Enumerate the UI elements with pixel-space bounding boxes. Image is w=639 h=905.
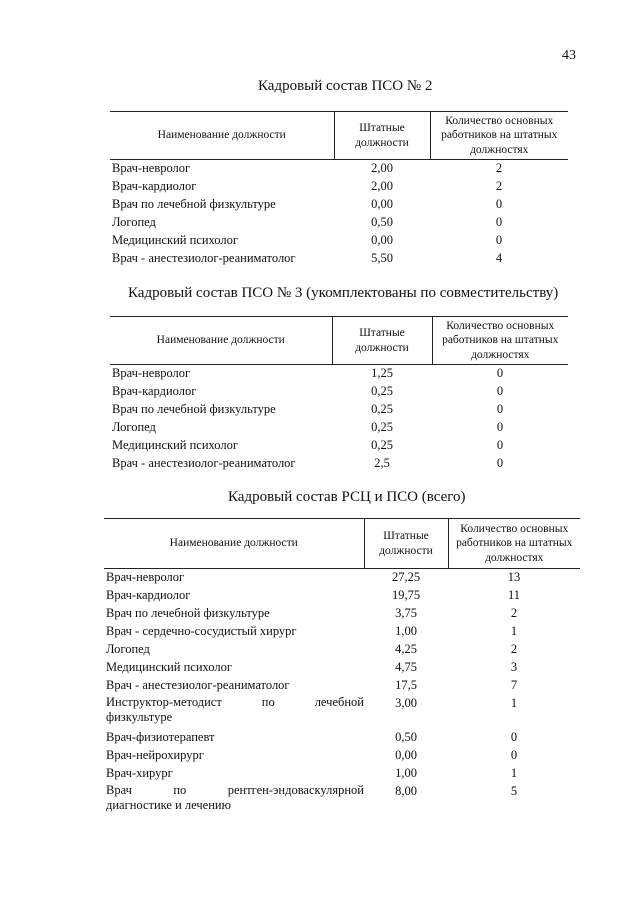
table-row bbox=[104, 765, 580, 783]
position-name-line: диагностике и лечению bbox=[106, 798, 231, 812]
position-name: Врач-кардиолог bbox=[112, 384, 197, 399]
staff-count: 0,25 bbox=[371, 384, 393, 399]
table-row bbox=[110, 455, 568, 473]
worker-count: 2 bbox=[495, 179, 503, 194]
position-name-line bbox=[106, 783, 364, 798]
worker-count: 0 bbox=[495, 233, 503, 248]
table-row bbox=[110, 214, 568, 232]
position-name: Логопед bbox=[112, 215, 156, 230]
section-title-total: Кадровый состав РСЦ и ПСО (всего) bbox=[228, 489, 466, 505]
staff-count: 2,5 bbox=[374, 456, 390, 471]
position-name bbox=[104, 783, 364, 813]
staff-count: 3,75 bbox=[395, 606, 417, 620]
table-row bbox=[110, 232, 568, 250]
header-position-name: Наименование должности bbox=[110, 317, 332, 365]
table-row bbox=[110, 419, 568, 437]
position-name: Врач-кардиолог bbox=[112, 179, 197, 194]
table-row bbox=[110, 401, 568, 419]
worker-count: 2 bbox=[495, 161, 503, 176]
staff-count: 2,00 bbox=[371, 161, 393, 176]
worker-count: 11 bbox=[507, 588, 521, 602]
table-row bbox=[110, 383, 568, 401]
section-title-pso2: Кадровый состав ПСО № 2 bbox=[258, 78, 433, 94]
staff-count: 3,00 bbox=[395, 696, 417, 710]
position-name: Врач-физиотерапевт bbox=[106, 730, 215, 744]
worker-count: 0 bbox=[495, 197, 503, 212]
table-row bbox=[104, 747, 580, 765]
word: по bbox=[261, 695, 275, 709]
position-name: Врач-невролог bbox=[112, 161, 191, 176]
table-row bbox=[110, 160, 568, 179]
staff-count: 17,5 bbox=[395, 678, 417, 692]
position-name: Врач по лечебной физкультуре bbox=[112, 402, 276, 417]
position-name: Врач - анестезиолог-реаниматолог bbox=[112, 251, 296, 266]
staffing-table-total bbox=[104, 518, 580, 813]
position-name: Врач-нейрохирург bbox=[106, 748, 204, 762]
position-name: Логопед bbox=[106, 642, 150, 656]
word: лечебной bbox=[314, 695, 364, 709]
staff-count: 4,75 bbox=[395, 660, 417, 674]
worker-count: 0 bbox=[510, 748, 518, 762]
worker-count: 1 bbox=[510, 696, 518, 710]
worker-count: 0 bbox=[510, 730, 518, 744]
table-row bbox=[104, 569, 580, 588]
worker-count: 0 bbox=[496, 456, 504, 471]
worker-count: 0 bbox=[496, 384, 504, 399]
position-name: Врач - анестезиолог-реаниматолог bbox=[112, 456, 296, 471]
position-name: Врач по лечебной физкультуре bbox=[106, 606, 270, 620]
staff-count: 1,25 bbox=[371, 366, 393, 381]
table-row bbox=[110, 196, 568, 214]
position-name: Врач по лечебной физкультуре bbox=[112, 197, 276, 212]
word: по bbox=[173, 783, 187, 797]
position-name: Медицинский психолог bbox=[112, 438, 238, 453]
worker-count: 0 bbox=[496, 438, 504, 453]
staff-count: 0,00 bbox=[395, 748, 417, 762]
table-row bbox=[104, 725, 580, 747]
word: Инструктор-методист bbox=[106, 695, 222, 709]
position-name: Логопед bbox=[112, 420, 156, 435]
worker-count: 1 bbox=[510, 624, 518, 638]
position-name bbox=[104, 695, 364, 725]
position-name: Врач-невролог bbox=[106, 570, 185, 584]
table-row bbox=[110, 250, 568, 268]
table-row bbox=[104, 783, 580, 813]
worker-count: 0 bbox=[495, 215, 503, 230]
staff-count: 4,25 bbox=[395, 642, 417, 656]
header-main-workers: Количество основных работников на штатных должностях bbox=[432, 317, 568, 365]
header-staff-positions: Штатные должности bbox=[334, 112, 430, 160]
staff-count: 0,25 bbox=[371, 402, 393, 417]
table-row bbox=[104, 605, 580, 623]
table-row bbox=[110, 437, 568, 455]
staff-count: 0,00 bbox=[371, 197, 393, 212]
table-row bbox=[104, 641, 580, 659]
header-main-workers: Количество основных работников на штатных должностях bbox=[448, 519, 580, 569]
worker-count: 2 bbox=[510, 642, 518, 656]
section-title-pso3: Кадровый состав ПСО № 3 (укомплектованы по совместительству) bbox=[128, 285, 559, 301]
position-name: Врач-кардиолог bbox=[106, 588, 191, 602]
header-position-name: Наименование должности bbox=[110, 112, 334, 160]
staff-count: 0,50 bbox=[395, 730, 417, 744]
header-staff-positions: Штатные должности bbox=[332, 317, 432, 365]
staff-count: 8,00 bbox=[395, 784, 417, 798]
table-row bbox=[110, 178, 568, 196]
worker-count: 1 bbox=[510, 766, 518, 780]
worker-count: 2 bbox=[510, 606, 518, 620]
staff-count: 0,00 bbox=[371, 233, 393, 248]
position-name: Врач-хирург bbox=[106, 766, 173, 780]
staff-count: 5,50 bbox=[371, 251, 393, 266]
worker-count: 0 bbox=[496, 402, 504, 417]
worker-count: 4 bbox=[495, 251, 503, 266]
worker-count: 7 bbox=[510, 678, 518, 692]
table-row bbox=[104, 677, 580, 695]
staff-count: 0,25 bbox=[371, 420, 393, 435]
staff-count: 0,25 bbox=[371, 438, 393, 453]
table-row bbox=[104, 695, 580, 725]
table-row bbox=[104, 587, 580, 605]
table-row bbox=[104, 623, 580, 641]
worker-count: 0 bbox=[496, 366, 504, 381]
table-row bbox=[110, 365, 568, 384]
staff-count: 1,00 bbox=[395, 766, 417, 780]
staff-count: 2,00 bbox=[371, 179, 393, 194]
worker-count: 0 bbox=[496, 420, 504, 435]
word: Врач bbox=[106, 783, 132, 797]
worker-count: 13 bbox=[507, 570, 521, 584]
word: рентген-эндоваскулярной bbox=[227, 783, 364, 797]
header-staff-positions: Штатные должности bbox=[364, 519, 448, 569]
worker-count: 5 bbox=[510, 784, 518, 798]
position-name-line bbox=[106, 695, 364, 710]
header-main-workers: Количество основных работников на штатных должностях bbox=[430, 112, 568, 160]
worker-count: 3 bbox=[510, 660, 518, 674]
position-name: Врач - сердечно-сосудистый хирург bbox=[106, 624, 297, 638]
position-name: Врач-невролог bbox=[112, 366, 191, 381]
page-number: 43 bbox=[562, 48, 576, 63]
position-name: Медицинский психолог bbox=[112, 233, 238, 248]
staffing-table-pso3 bbox=[110, 316, 568, 473]
staff-count: 0,50 bbox=[371, 215, 393, 230]
header-position-name: Наименование должности bbox=[104, 519, 364, 569]
staff-count: 1,00 bbox=[395, 624, 417, 638]
position-name-line: физкультуре bbox=[106, 710, 173, 724]
staff-count: 27,25 bbox=[391, 570, 421, 584]
table-row bbox=[104, 659, 580, 677]
staff-count: 19,75 bbox=[391, 588, 421, 602]
staffing-table-pso2 bbox=[110, 111, 568, 268]
position-name: Врач - анестезиолог-реаниматолог bbox=[106, 678, 290, 692]
position-name: Медицинский психолог bbox=[106, 660, 232, 674]
